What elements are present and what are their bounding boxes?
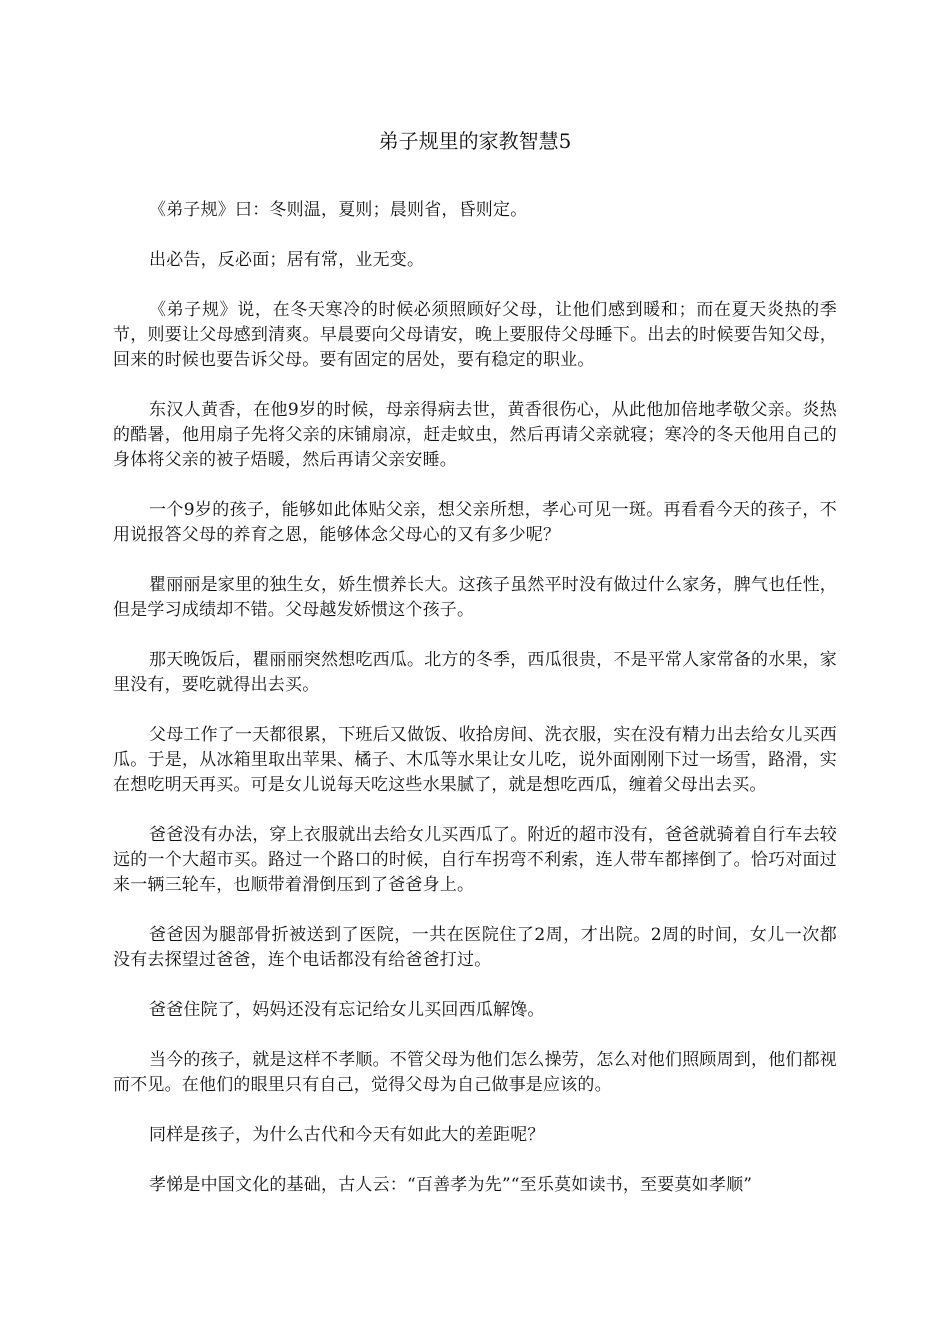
paragraph-6: 瞿丽丽是家里的独生女，娇生惯养长大。这孩子虽然平时没有做过什么家务，脾气也任性，但是学习成绩却不错。父母越发娇惯这个孩子。 — [113, 575, 837, 620]
document-title: 弟子规里的家教智慧5 — [378, 129, 572, 153]
paragraph-3: 《弟子规》说，在冬天寒冷的时候必须照顾好父母，让他们感到暖和；而在夏天炎热的季节，则要让父母感到清爽。早晨要向父母请安，晚上要服侍父母睡下。出去的时候要告知父母，回来的时候也要告诉父母。要有固定的居处，要有稳定的职业。 — [113, 300, 837, 370]
paragraph-10: 爸爸因为腿部骨折被送到了医院，一共在医院住了2周，才出院。2周的时间，女儿一次都没有去探望过爸爸，连个电话都没有给爸爸打过。 — [113, 925, 837, 970]
paragraph-2: 出必告，反必面；居有常，业无变。 — [149, 250, 425, 270]
paragraph-7: 那天晚饭后，瞿丽丽突然想吃西瓜。北方的冬季，西瓜很贵，不是平常人家常备的水果，家里没有，要吃就得出去买。 — [113, 650, 837, 695]
paragraph-13: 同样是孩子，为什么古代和今天有如此大的差距呢？ — [149, 1125, 545, 1145]
paragraph-12: 当今的孩子，就是这样不孝顺。不管父母为他们怎么操劳，怎么对他们照顾周到，他们都视而不见。在他们的眼里只有自己，觉得父母为自己做事是应该的。 — [113, 1050, 837, 1095]
paragraph-4: 东汉人黄香，在他9岁的时候，母亲得病去世，黄香很伤心，从此他加倍地孝敬父亲。炎热的酷暑，他用扇子先将父亲的床铺扇凉，赶走蚊虫，然后再请父亲就寝；寒冷的冬天他用自己的身体将父亲的被子焐暖，然后再请父亲安睡。 — [113, 400, 837, 470]
paragraph-8: 父母工作了一天都很累，下班后又做饭、收拾房间、洗衣服，实在没有精力出去给女儿买西瓜。于是，从冰箱里取出苹果、橘子、木瓜等水果让女儿吃，说外面刚刚下过一场雪，路滑，实在想吃明天再买。可是女儿说每天吃这些水果腻了，就是想吃西瓜，缠着父母出去买。 — [113, 725, 837, 795]
paragraph-9: 爸爸没有办法，穿上衣服就出去给女儿买西瓜了。附近的超市没有，爸爸就骑着自行车去较远的一个大超市买。路过一个路口的时候，自行车拐弯不利索，连人带车都摔倒了。恰巧对面过来一辆三轮车，也顺带着滑倒压到了爸爸身上。 — [113, 825, 837, 895]
document-page — [113, 0, 837, 1344]
paragraph-14: 孝悌是中国文化的基础，古人云：“百善孝为先”“至乐莫如读书，至要莫如孝顺” — [149, 1175, 753, 1195]
document-body — [113, 198, 837, 1223]
paragraph-1: 《弟子规》曰：冬则温，夏则；晨则省，昏则定。 — [149, 200, 528, 220]
paragraph-11: 爸爸住院了，妈妈还没有忘记给女儿买回西瓜解馋。 — [149, 1000, 545, 1020]
paragraph-5: 一个9岁的孩子，能够如此体贴父亲，想父亲所想，孝心可见一斑。再看看今天的孩子，不用说报答父母的养育之恩，能够体念父母心的又有多少呢？ — [113, 500, 837, 545]
